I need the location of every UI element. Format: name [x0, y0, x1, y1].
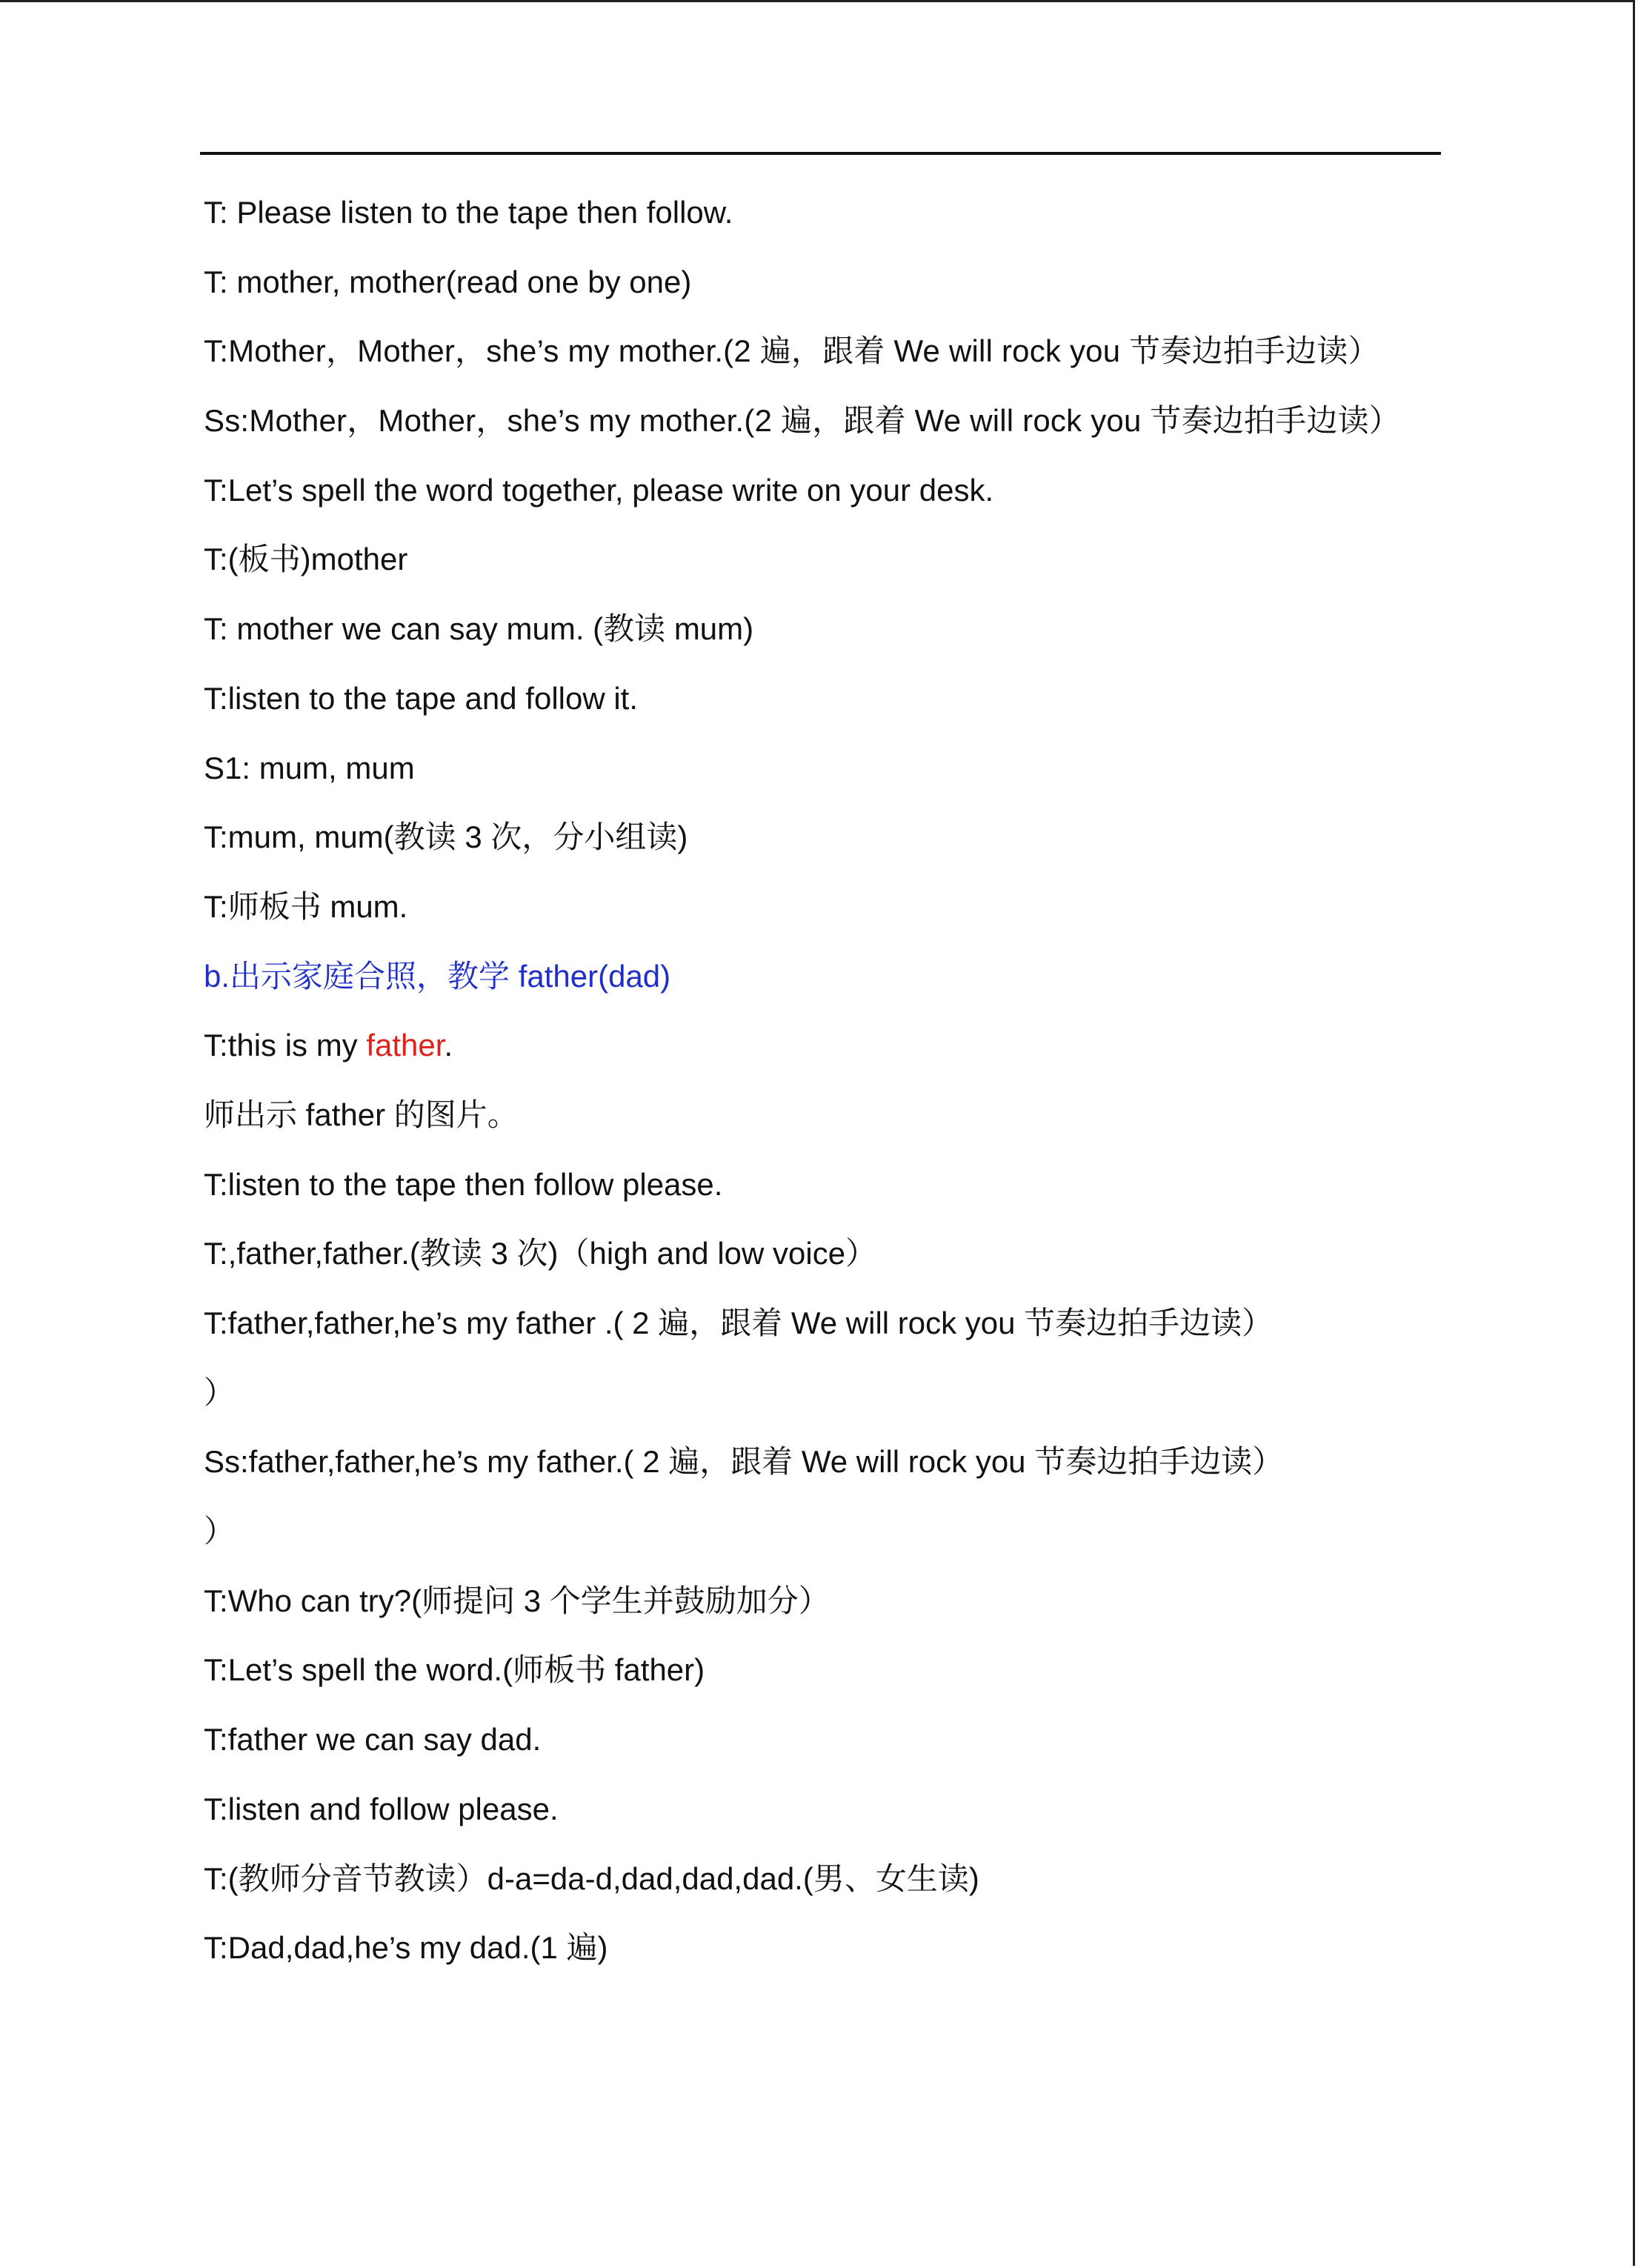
- text-line: T: mother we can say mum. (教读 mum): [204, 611, 754, 647]
- text-line: ）: [204, 1374, 236, 1410]
- text-line: T:(板书)mother: [204, 542, 408, 577]
- text-segment: .: [444, 1028, 453, 1063]
- text-segment: T:this is my: [204, 1028, 367, 1063]
- section-heading: b.出示家庭合照，教学 father(dad): [204, 958, 671, 994]
- text-line: Ss:Mother，Mother，she’s my mother.(2 遍，跟着 We will rock you 节奏边拍手边读）: [204, 403, 1400, 439]
- header-rule: [200, 152, 1441, 155]
- text-line: T:Mother，Mother，she’s my mother.(2 遍，跟着 We will rock you 节奏边拍手边读）: [204, 333, 1379, 369]
- text-line: T: Please listen to the tape then follow.: [204, 195, 733, 230]
- text-line: T:father we can say dad.: [204, 1722, 542, 1757]
- text-line: Ss:father,father,he’s my father.( 2 遍，跟着 We will rock you 节奏边拍手边读）: [204, 1444, 1284, 1480]
- highlighted-word: father: [366, 1028, 445, 1063]
- text-line: T:listen to the tape then follow please.: [204, 1166, 723, 1202]
- text-line: [204, 1011, 1448, 1080]
- text-line: T:Let’s spell the word.(师板书 father): [204, 1652, 705, 1688]
- text-line: ）: [204, 1514, 236, 1549]
- text-line: T:listen and follow please.: [204, 1791, 559, 1826]
- text-line: S1: mum, mum: [204, 750, 415, 785]
- text-line: T:Let’s spell the word together, please write on your desk.: [204, 472, 994, 508]
- text-line: 师出示 father 的图片。: [204, 1097, 519, 1132]
- text-line: T:mum, mum(教读 3 次，分小组读): [204, 819, 688, 855]
- text-line: T:,father,father.(教读 3 次)（high and low voice）: [204, 1236, 877, 1271]
- document-body: [204, 178, 1448, 1983]
- text-line: T: mother, mother(read one by one): [204, 264, 692, 299]
- text-line: T:(教师分音节教读）d-a=da-d,dad,dad,dad.(男、女生读): [204, 1860, 979, 1896]
- text-line: T:师板书 mum.: [204, 888, 408, 924]
- text-line: T:father,father,he’s my father .( 2 遍，跟着 We will rock you 节奏边拍手边读）: [204, 1306, 1274, 1341]
- text-line: T:listen to the tape and follow it.: [204, 680, 639, 716]
- text-line: T:Who can try?(师提问 3 个学生并鼓励加分）: [204, 1583, 830, 1618]
- text-line: T:Dad,dad,he’s my dad.(1 遍): [204, 1930, 608, 1966]
